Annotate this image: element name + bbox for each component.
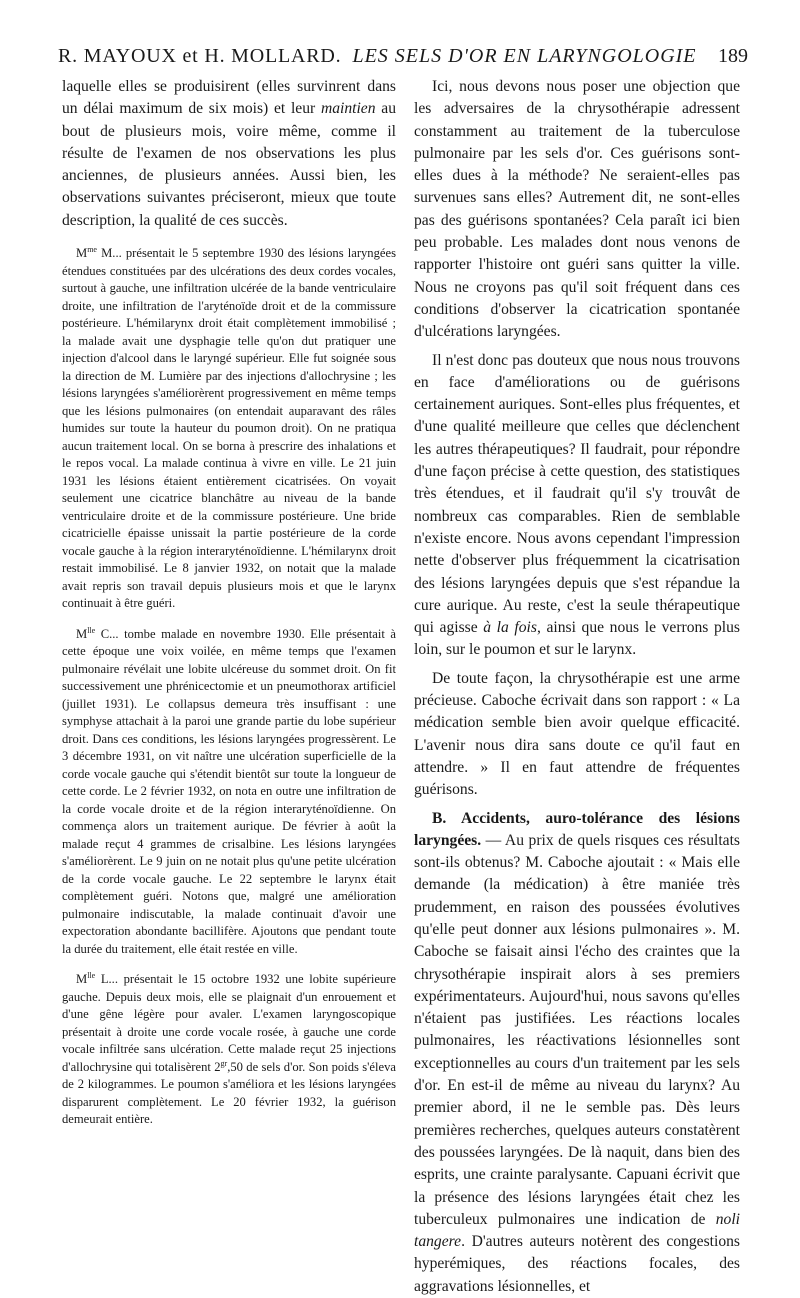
left-column xyxy=(62,76,396,1129)
case-observation-1: $M^{me}$ M... présentait le 5 septembre 1930 des lésions laryngées étendues constituées par des ulcérations des deux cordes vocales, surtout à gauche, une infiltration ulcérée de la bande ventriculaire droite, une infiltration de l'aryténoïde droit et de la commissure postérieure. L'hémilarynx droit était complètement immobilisé ; la malade avait une dysphagie telle qu'on dut pratiquer une injection d'alcool dans le laryngé supérieur. Elle fut soignée sous la direction de M. Lumière par des injections d'allochrysine ; les lésions laryngées s'améliorèrent progressivement en même temps que les lésions pulmonaires (on entendait auparavant des râles humides sur toute la hauteur du poumon droit). On ne pratiqua aucun traitement local. On se borna à prescrire des inhalations et le repos vocal. La malade continua à vivre en ville. Le 21 juin 1931 les lésions étaient entièrement cicatrisées. On voyait seulement une cicatrice blanchâtre au niveau de la bande ventriculaire droite et de la commissure postérieure. Une bride cicatricielle épaisse unissait la partie postérieure de la corde vocale gauche à la région interaryténoïdienne. L'hémilarynx droit restait immobilisé. Le 8 janvier 1932, on notait que la malade avait repris son travail depuis plusieurs mois et que le larynx continuait à être guéri. xyxy=(62,245,396,613)
right-column xyxy=(414,76,740,1298)
section-title: B. Accidents, auro-tolérance des lésions laryngées. xyxy=(414,810,740,849)
running-header xyxy=(58,44,748,68)
paragraph-objection: Ici, nous devons nous poser une objection que les adversaires de la chrysothérapie adressent constamment au traitement de la tuberculose pulmonaire par les sels d'or. Ces guérisons sont-elles dues à la méthode? Ne seraient-elles pas survenues sans elles? Autrement dit, ne sont-elles pas des guérisons spontanées? Cela paraît ici bien peu probable. Les malades dont nous venons de rapporter l'histoire ont guéri sans quitter la ville. Nous ne croyons pas qu'il soit fréquent dans ces conditions d'observer la cicatrication spontanée d'ulcérations laryngées. xyxy=(414,76,740,344)
page-number: 189 xyxy=(718,44,748,68)
intro-paragraph: laquelle elles se produisirent (elles survinrent dans un délai maximum de six mois) et leur maintien au bout de plusieurs mois, voire même, comme il résulte de l'examen de nos observations les plus anciennes, de plusieurs années. Aussi bien, les observations suivantes préciseront, mieux que toute description, la qualité de ces succès. xyxy=(62,76,396,232)
header-authors: R. MAYOUX et H. MOLLARD. xyxy=(58,45,341,67)
section-accidents: B. Accidents, auro-tolérance des lésions laryngées. — Au prix de quels risques ces résultats sont-ils obtenus? M. Caboche ajoutait : « Mais elle demande (la médication) à être maniée très prudemment, en raison des poussées évolutives qu'elle peut donner aux lésions pulmonaires ». M. Caboche se faisait ainsi l'écho des craintes que la chrysothérapie inspirait alors à ses premiers expérimentateurs. Aujourd'hui, nous savons qu'elles n'étaient pas justifiées. Les réactions locales pulmonaires, les réactivations lésionnelles sont exceptionnelles au cours d'un traitement par les sels d'or. En est-il de même au niveau du larynx? Au premier abord, il ne le semble pas. Dès leurs premières recherches, quelques auteurs constatèrent des poussées laryngées. De là naquit, dans bien des esprits, une crainte paralysante. Capuani écrivit que la présence des lésions laryngées était chez les tuberculeux pulmonaires une indication de noli tangere. D'autres auteurs notèrent des congestions hyperémiques, des réactions focales, des aggravations lésionnelles, et xyxy=(414,808,740,1298)
case-observation-2: $M^{lle}$ C... tombe malade en novembre 1930. Elle présentait à cette époque une voix voilée, en même temps que l'examen pulmonaire révélait une lobite ulcéreuse du sommet droit. On fit successivement une phrénicectomie et un pneumothorax artificiel (juillet 1931). Le collapsus demeura très insuffisant : une symphyse attachait à la paroi une grande partie du lobe supérieur droit. Dans ces conditions, les lésions laryngées progressèrent. Le 3 décembre 1931, on vit naître une ulcération superficielle de la corde vocale gauche qui s'étendit bientôt sur toute la longueur de cette corde. Le 2 février 1932, on nota en outre une infiltration de la corde vocale droite et de la région interaryténoïdienne. On commença alors un traitement aurique. De février à août la malade reçut 4 grammes de crisalbine. Les lésions laryngées s'améliorèrent. Le 9 juin on ne notait plus qu'une petite ulcération de la corde vocale gauche. Le 22 septembre le larynx était complètement guéri. Notons que, malgré une amélioration pulmonaire indiscutable, la malade continuait d'avoir une expectoration abondante bacillifère. Ajoutons que pendant toute la durée du traitement, elle était restée en ville. xyxy=(62,626,396,959)
case-observation-3: $M^{lle}$ L... présentait le 15 octobre 1932 une lobite supérieure gauche. Depuis deux mois, elle se plaignait d'un enrouement et d'une gêne légère pour avaler. L'examen laryngoscopique présentait à droite une corde vocale rosée, à gauche une corde vocale infiltrée sans ulcération. Cette malade reçut 25 injections d'allochrysine qui totalisèrent $2^{gr},50$ de sels d'or. Son poids s'éleva de 2 kilogrammes. Le poumon s'améliora et les lésions laryngées disparurent complètement. Le 20 février 1932, la guérison demeurait entière. xyxy=(62,971,396,1129)
paragraph-precious-weapon: De toute façon, la chrysothérapie est une arme précieuse. Caboche écrivait dans son rapport : « La médication semble bien avoir quelque efficacité. L'avenir nous dira sans doute ce qu'il faut en attendre. » Il en faut attendre de fréquentes guérisons. xyxy=(414,668,740,802)
header-title: LES SELS D'OR EN LARYNGOLOGIE xyxy=(352,45,696,67)
paragraph-auric-cures: Il n'est donc pas douteux que nous nous trouvons en face d'améliorations ou de guérisons certainement auriques. Sont-elles plus fréquentes, et d'une qualité meilleure que celles que déclenchent les autres thérapeutiques? Il faudrait, pour répondre d'une façon précise à cette question, des statistiques très étendues, et il faudrait qu'il s'y trouvât de nombreux cas comparables. Rien de semblable n'existe encore. Nous avons cependant l'impression nette d'observer plus fréquemment la cicatrisation des lésions laryngées depuis que s'est répandue la cure aurique. Au reste, c'est la seule thérapeutique qui agisse à la fois, ainsi que nous le verrons plus loin, sur le poumon et sur le larynx. xyxy=(414,350,740,662)
